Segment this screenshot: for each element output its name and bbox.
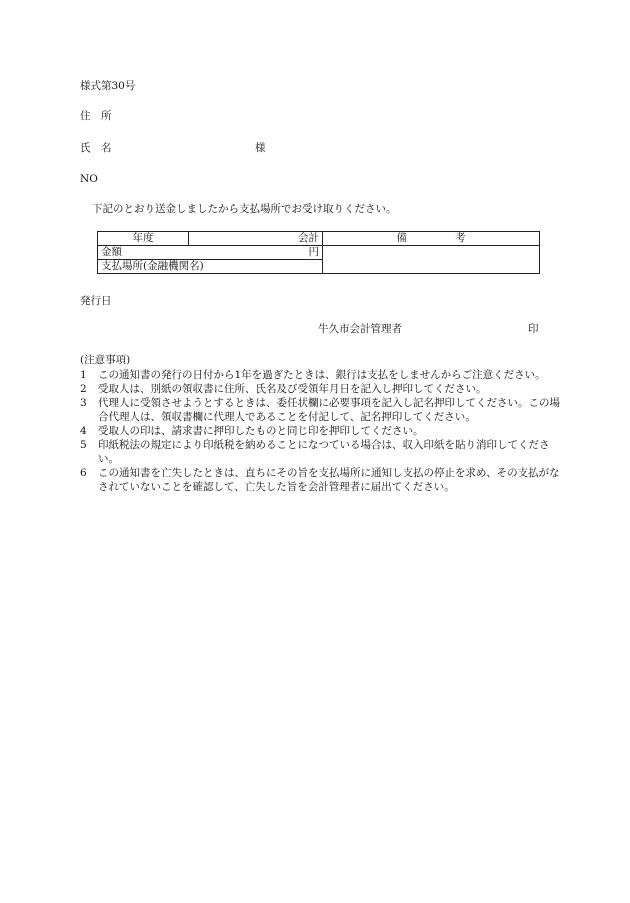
- list-item: [80, 382, 570, 396]
- note-cell: [323, 246, 540, 274]
- note-number: 6: [80, 467, 87, 479]
- note-number: 1: [80, 369, 87, 381]
- note-number: 2: [80, 383, 87, 395]
- amount-cell: [98, 246, 323, 260]
- account-cell: 会計: [189, 232, 323, 246]
- table-row: [98, 232, 540, 246]
- list-item: [80, 438, 570, 466]
- note-text: この通知書を亡失したときは、直ちにその旨を支払場所に通知し支払の停止を求め、その支払がなされていないことを確認して、亡失した旨を会計管理者に届出てください。: [98, 467, 560, 493]
- address-label: 住 所: [80, 110, 112, 122]
- amount-label: 金額: [101, 246, 122, 258]
- form-number: 様式第30号: [80, 80, 136, 92]
- note-text: 受取人は、別紙の領収書に住所、氏名及び受領年月日を記入し押印してください。: [98, 383, 487, 395]
- note-number: 3: [80, 397, 87, 409]
- remittance-table: [97, 231, 540, 274]
- note-text: 受取人の印は、請求書に押印したものと同じ印を押印してください。: [98, 425, 424, 437]
- issue-date-label: 発行日: [80, 295, 112, 307]
- list-item: [80, 368, 570, 382]
- yen-label: 円: [308, 246, 319, 258]
- note-header-cell: [323, 232, 540, 246]
- note-text: 代理人に受領させようとするときは、委任状欄に必要事項を記入し記名押印してください。この場合代理人は、領収書欄に代理人であることを付記して、記名押印してください。: [98, 397, 560, 423]
- honorific: 様: [255, 142, 266, 154]
- intro-text: 下記のとおり送金しましたから支払場所でお受け取りください。: [92, 203, 397, 215]
- note-label-1: 備: [396, 232, 407, 244]
- table-row: [98, 246, 540, 260]
- list-item: [80, 466, 570, 494]
- manager-name: 牛久市会計管理者: [318, 323, 402, 335]
- payment-place-cell: 支払場所(金融機関名): [98, 260, 323, 274]
- note-label-2: 考: [455, 232, 466, 244]
- note-number: 4: [80, 425, 87, 437]
- notes-list: [80, 368, 570, 494]
- note-number: 5: [80, 439, 87, 451]
- name-label: 氏 名: [80, 142, 112, 154]
- note-text: この通知書の発行の日付から1年を過ぎたときは、銀行は支払をしませんからご注意ください。: [98, 369, 546, 381]
- note-text: 印紙税法の規定により印紙税を納めることになつている場合は、収入印紙を貼り消印してください。: [98, 439, 550, 465]
- year-cell: 年度: [98, 232, 189, 246]
- no-label: NO: [80, 173, 98, 185]
- list-item: [80, 424, 570, 438]
- seal-mark: 印: [528, 323, 539, 335]
- notes-title: (注意事項): [80, 354, 131, 366]
- list-item: [80, 396, 570, 424]
